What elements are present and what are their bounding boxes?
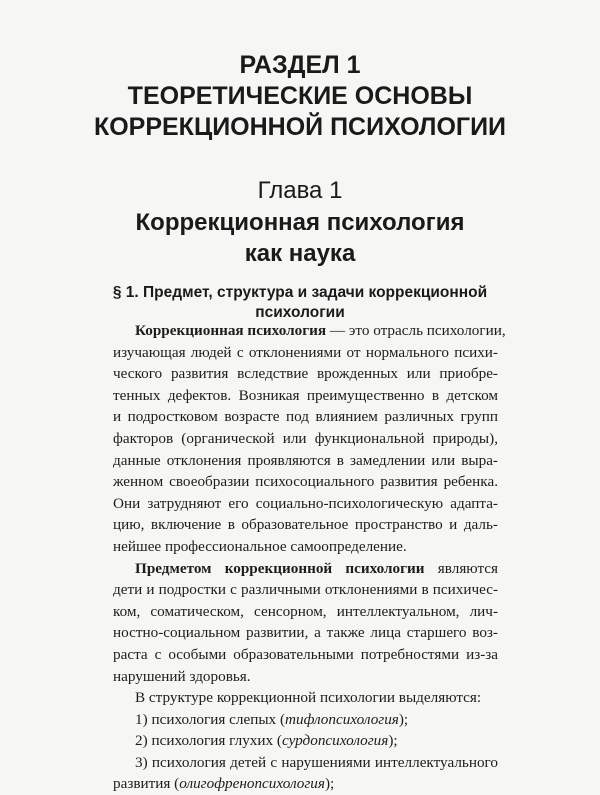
text-line: ностно-социальном развитии, а также лица старшего воз- [113, 624, 498, 642]
text-line: Коррекционная психология — это отрасль психологии, [135, 322, 506, 339]
text-line: дети и подростки с различными отклонениями в психичес- [113, 581, 498, 599]
chapter-label: Глава 1 [257, 177, 343, 204]
text-line: В структуре коррекционной психологии выделяются: [135, 689, 482, 707]
text-line: нейшее профессиональное самоопределение. [113, 537, 407, 555]
term-bold: Предметом коррекционной психологии [135, 559, 425, 577]
section-title-line: КОРРЕКЦИОННОЙ ПСИХОЛОГИИ [93, 113, 507, 141]
text-line: факторов (органической или функциональной природы), [113, 429, 498, 447]
chapter-title-line: Коррекционная психология [135, 209, 465, 236]
text-line: нарушений здоровья. [113, 667, 251, 685]
paragraph-heading-line: § 1. Предмет, структура и задачи коррекционной [112, 284, 488, 301]
text-line: раста с особыми образовательными потребностями из-за [113, 645, 498, 663]
chapter-title [0, 207, 600, 269]
text-line: тенных дефектов. Возникая преимущественно в детском [113, 386, 498, 404]
text-line: женном своеобразии психосоциального развития ребенка. [113, 473, 498, 491]
text-line: ком, соматическом, сенсорном, интеллектуальном, лич- [113, 602, 498, 620]
chapter-title-line: как наука [244, 240, 356, 267]
term-italic: олигофренопсихология [179, 775, 325, 793]
text-line: и подростковом возрасте под влиянием различных групп [113, 408, 498, 426]
paragraph-heading [0, 283, 600, 323]
term-bold: Коррекционная психология [135, 322, 327, 339]
text-line: цию, включение в образовательное пространство и даль- [113, 516, 498, 534]
list-item: 3) психология детей с нарушениями интеллектуального [135, 753, 498, 771]
section-number: РАЗДЕЛ 1 [239, 51, 361, 79]
section-title-line: ТЕОРЕТИЧЕСКИЕ ОСНОВЫ [127, 82, 473, 110]
text-line: Предметом коррекционной психологии являются [135, 559, 498, 577]
term-italic: сурдопсихология [281, 732, 389, 750]
text-line: данные отклонения проявляются в замедлении или выра- [113, 451, 498, 469]
text-line: Они затрудняют его социально-психологическую адапта- [113, 494, 498, 512]
paragraph-heading-line: психологии [255, 304, 345, 321]
body-text [113, 320, 506, 795]
term-italic: тифлопсихология [285, 710, 399, 728]
section-heading [0, 50, 600, 143]
list-item: 1) психология слепых (тифлопсихология); [135, 710, 409, 728]
list-item-continuation: развития (олигофренопсихология); [113, 775, 335, 793]
list-item: 2) психология глухих (сурдопсихология); [135, 732, 398, 750]
text-line: изучающая людей с отклонениями от нормального психи- [113, 343, 498, 361]
text-line: ческого развития вследствие врожденных или приобре- [113, 365, 498, 383]
